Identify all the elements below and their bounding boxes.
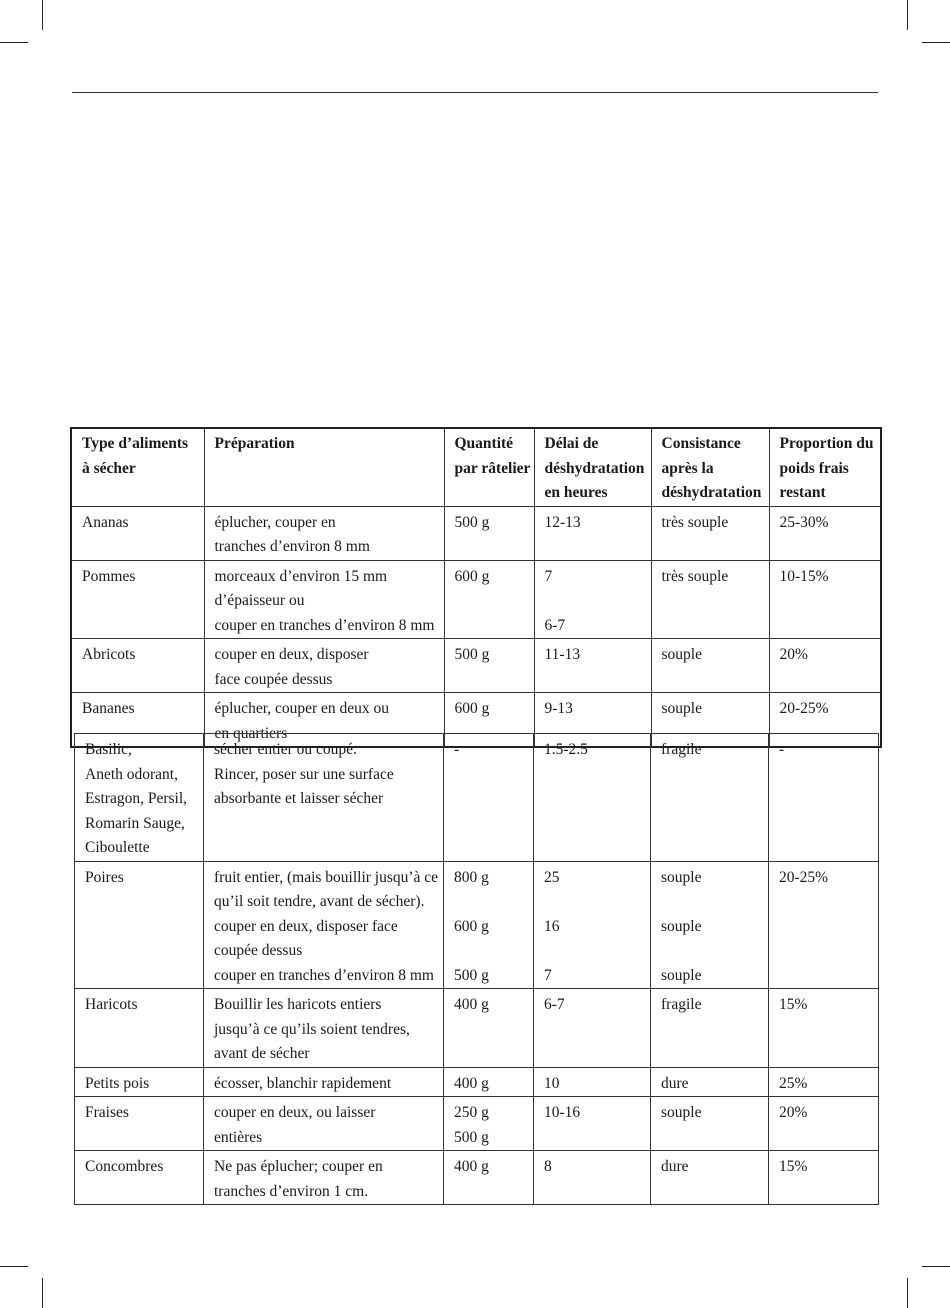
cell-quantity: [444, 560, 534, 639]
cell-text: fragile: [661, 996, 702, 1013]
cell-text: face coupée dessus: [214, 670, 333, 688]
cell-text: 25: [544, 868, 560, 886]
cell-drying-time: [534, 861, 651, 989]
cell-text: Fraises: [85, 1104, 129, 1121]
cell-preparation: [204, 1097, 444, 1151]
cell-text: 500 g: [454, 646, 490, 663]
crop-mark-bottom-right-v: [907, 1278, 908, 1308]
cell-text: souple: [661, 917, 702, 935]
cell-quantity: [444, 506, 534, 560]
cell-text: en heures: [544, 484, 608, 501]
cell-text: déshydratation: [544, 459, 645, 477]
cell-text: 1.5-2.5: [544, 741, 588, 758]
table-row: [71, 560, 881, 639]
header-quantity: [444, 428, 534, 506]
cell-text: coupée dessus: [214, 942, 303, 959]
cell-drying-time: [534, 506, 651, 560]
cell-text: 20%: [779, 1104, 808, 1121]
cell-text: 9-13: [544, 700, 573, 717]
cell-quantity: [444, 1151, 534, 1205]
header-consistency: [651, 428, 769, 506]
cell-text: Petits pois: [85, 1074, 150, 1092]
cell-food-type: [75, 861, 204, 989]
cell-text: Ananas: [82, 513, 129, 531]
crop-mark-bottom-left-h: [0, 1266, 28, 1267]
header-rule: [72, 92, 878, 93]
table-row: [75, 1151, 879, 1205]
cell-quantity: [444, 1097, 534, 1151]
cell-food-type: [75, 1067, 204, 1097]
table-row: [71, 506, 881, 560]
cell-drying-time: [534, 1097, 651, 1151]
cell-remaining-weight: [769, 1151, 879, 1205]
cell-preparation: [204, 989, 444, 1068]
cell-text: -: [454, 741, 460, 758]
cell-text: 250 g: [454, 1104, 489, 1121]
cell-text: 7: [544, 966, 552, 984]
cell-text: 12-13: [544, 513, 581, 531]
header-preparation: [204, 428, 444, 506]
cell-consistency: [651, 560, 769, 639]
table-row: [71, 639, 881, 693]
cell-quantity: [444, 639, 534, 693]
cell-remaining-weight: [769, 1097, 879, 1151]
cell-drying-time: [534, 989, 651, 1068]
cell-text: absorbante et laisser sécher: [214, 790, 384, 807]
cell-text: souple: [661, 700, 702, 717]
cell-text: sécher entier ou coupé.: [214, 741, 357, 758]
cell-consistency: [651, 506, 769, 560]
cell-preparation: [204, 1151, 444, 1205]
cell-text: entières: [214, 1128, 263, 1146]
crop-mark-bottom-left-v: [42, 1278, 43, 1308]
cell-text: souple: [661, 868, 702, 886]
cell-remaining-weight: [769, 1067, 879, 1097]
cell-text: fragile: [661, 741, 702, 758]
crop-mark-bottom-right-h: [922, 1266, 950, 1267]
drying-table-part-1: [70, 427, 882, 748]
header-remaining-weight: [769, 428, 881, 506]
cell-text: 11-13: [544, 646, 581, 663]
cell-text: Pommes: [82, 567, 136, 585]
cell-text: 16: [544, 917, 560, 935]
cell-preparation: [204, 639, 444, 693]
crop-mark-top-right-v: [907, 0, 908, 30]
cell-text: tranches d’environ 8 mm: [214, 538, 370, 555]
cell-preparation: [204, 506, 444, 560]
cell-text: Estragon, Persil,: [85, 790, 188, 807]
cell-text: Bouillir les haricots entiers: [214, 996, 382, 1013]
header-food-type: [71, 428, 204, 506]
cell-text: Aneth odorant,: [85, 765, 178, 783]
cell-preparation: [204, 861, 444, 989]
cell-text: souple: [661, 1104, 702, 1121]
crop-mark-top-left-h: [0, 42, 28, 43]
cell-text: couper en tranches d’environ 8 mm: [214, 616, 435, 634]
cell-drying-time: [534, 1067, 651, 1097]
cell-text: dure: [661, 1158, 689, 1175]
cell-text: 6-7: [544, 996, 565, 1013]
cell-text: souple: [661, 646, 702, 663]
header-drying-time: [534, 428, 651, 506]
cell-text: Quantité: [454, 435, 514, 452]
cell-text: Type d’aliments: [82, 435, 189, 452]
cell-remaining-weight: [769, 506, 881, 560]
cell-preparation: [204, 560, 444, 639]
cell-text: dure: [661, 1074, 689, 1092]
cell-drying-time: [534, 560, 651, 639]
cell-remaining-weight: [769, 639, 881, 693]
cell-remaining-weight: [769, 560, 881, 639]
cell-text: éplucher, couper en: [214, 513, 336, 531]
cell-food-type: [75, 989, 204, 1068]
cell-remaining-weight: [769, 989, 879, 1068]
cell-text: Rincer, poser sur une surface: [214, 765, 394, 783]
cell-consistency: [651, 861, 769, 989]
cell-text: Ciboulette: [85, 839, 150, 856]
cell-text: 7: [544, 567, 553, 585]
cell-text: d’épaisseur ou: [214, 592, 305, 609]
cell-food-type: [71, 639, 204, 693]
cell-text: couper en deux, ou laisser: [214, 1104, 376, 1121]
cell-text: 15%: [779, 996, 808, 1013]
cell-quantity: [444, 989, 534, 1068]
cell-text: Abricots: [82, 646, 136, 663]
cell-text: 20%: [779, 646, 808, 663]
cell-text: avant de sécher: [214, 1045, 310, 1062]
crop-mark-top-right-h: [922, 42, 950, 43]
cell-text: restant: [779, 484, 826, 501]
cell-drying-time: [534, 639, 651, 693]
cell-text: Romarin Sauge,: [85, 814, 185, 832]
cell-consistency: [651, 1151, 769, 1205]
cell-preparation: [204, 734, 444, 862]
cell-consistency: [651, 989, 769, 1068]
cell-food-type: [75, 1097, 204, 1151]
cell-text: Délai de: [544, 435, 599, 452]
cell-food-type: [71, 560, 204, 639]
table-row: [75, 989, 879, 1068]
cell-text: 400 g: [454, 1074, 489, 1092]
cell-text: souple: [661, 966, 702, 984]
cell-text: Bananes: [82, 700, 135, 717]
cell-consistency: [651, 1097, 769, 1151]
cell-text: poids frais: [779, 459, 849, 477]
header-row: [71, 428, 881, 506]
cell-text: 20-25%: [779, 868, 829, 886]
cell-text: couper en deux, disposer face: [214, 917, 398, 935]
cell-text: 500 g: [454, 1128, 489, 1146]
cell-consistency: [651, 1067, 769, 1097]
cell-text: 400 g: [454, 1158, 489, 1175]
cell-text: après la: [661, 459, 714, 477]
cell-text: morceaux d’environ 15 mm: [214, 567, 388, 585]
cell-text: Basilic,: [85, 741, 132, 758]
cell-preparation: [204, 1067, 444, 1097]
cell-text: déshydratation: [661, 484, 762, 501]
cell-text: 10-15%: [779, 567, 829, 585]
cell-quantity: [444, 734, 534, 862]
cell-text: très souple: [661, 513, 729, 531]
cell-text: 500 g: [454, 966, 489, 984]
cell-text: 600 g: [454, 917, 489, 935]
cell-text: très souple: [661, 567, 729, 585]
cell-text: Consistance: [661, 435, 741, 452]
cell-text: Poires: [85, 868, 124, 886]
cell-text: couper en deux, disposer: [214, 646, 369, 663]
table-row: [75, 1067, 879, 1097]
cell-text: en quartiers: [214, 724, 288, 742]
cell-food-type: [71, 506, 204, 560]
cell-text: 25-30%: [779, 513, 829, 531]
cell-text: jusqu’à ce qu’ils soient tendres,: [214, 1020, 410, 1038]
cell-text: -: [779, 741, 785, 758]
table-row: [75, 734, 879, 862]
cell-text: qu’il soit tendre, avant de sécher).: [214, 893, 425, 910]
cell-consistency: [651, 734, 769, 862]
cell-quantity: [444, 1067, 534, 1097]
cell-text: 15%: [779, 1158, 808, 1175]
cell-text: 600 g: [454, 567, 490, 585]
cell-text: à sécher: [82, 459, 136, 477]
cell-text: 600 g: [454, 700, 490, 717]
cell-text: Ne pas éplucher; couper en: [214, 1158, 383, 1175]
cell-remaining-weight: [769, 861, 879, 989]
cell-text: 10-16: [544, 1104, 581, 1121]
cell-drying-time: [534, 1151, 651, 1205]
cell-food-type: [75, 734, 204, 862]
cell-remaining-weight: [769, 734, 879, 862]
cell-drying-time: [534, 734, 651, 862]
cell-text: 8: [544, 1158, 552, 1175]
cell-consistency: [651, 639, 769, 693]
cell-text: Haricots: [85, 996, 138, 1013]
cell-text: Concombres: [85, 1158, 164, 1175]
crop-mark-top-left-v: [42, 0, 43, 30]
cell-text: 10: [544, 1074, 560, 1092]
cell-text: 800 g: [454, 868, 489, 886]
cell-text: tranches d’environ 1 cm.: [214, 1182, 369, 1200]
cell-text: couper en tranches d’environ 8 mm: [214, 966, 434, 984]
cell-text: fruit entier, (mais bouillir jusqu’à ce: [214, 868, 439, 886]
cell-text: 20-25%: [779, 700, 829, 717]
cell-text: Proportion du: [779, 435, 874, 452]
table-row: [75, 861, 879, 989]
cell-text: 25%: [779, 1074, 808, 1092]
cell-food-type: [75, 1151, 204, 1205]
drying-table-part-2: [74, 733, 879, 1205]
cell-text: 6-7: [544, 616, 566, 634]
cell-text: par râtelier: [454, 459, 531, 477]
table-row: [75, 1097, 879, 1151]
cell-text: écosser, blanchir rapidement: [214, 1074, 392, 1092]
cell-text: éplucher, couper en deux ou: [214, 700, 390, 717]
cell-quantity: [444, 861, 534, 989]
cell-text: Préparation: [214, 435, 295, 452]
cell-text: 500 g: [454, 513, 490, 531]
cell-text: 400 g: [454, 996, 489, 1013]
